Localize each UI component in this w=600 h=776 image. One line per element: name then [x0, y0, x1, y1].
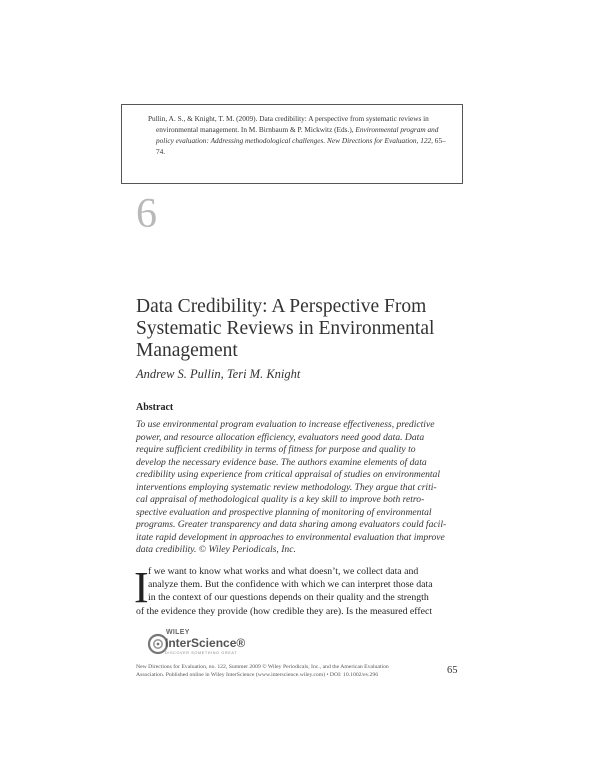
logo-tagline: DISCOVER SOMETHING GREAT [165, 651, 238, 655]
abstract-line: spective evaluation and prospective planning of monitoring of environmental [136, 506, 432, 518]
chapter-authors: Andrew S. Pullin, Teri M. Knight [136, 367, 301, 381]
citation-box [121, 104, 463, 184]
abstract-line: cal appraisal of methodological quality is a key skill to improve both retro- [136, 494, 425, 506]
chapter-title-line: Systematic Reviews in Environmental [136, 318, 435, 339]
chapter-title-line: Data Credibility: A Perspective From [136, 296, 427, 317]
logo-wiley-text: WILEY [166, 629, 190, 636]
body-line: f we want to know what works and what doesn’t, we collect data and [148, 566, 419, 577]
body-line: of the evidence they provide (how credible they are). Is the measured effect [136, 605, 433, 617]
logo-interscience-text: InterScience® [165, 636, 246, 650]
abstract-line: data credibility. © Wiley Periodicals, Inc. [136, 544, 296, 556]
abstract-line: To use environmental program evaluation to increase effectiveness, predictive [136, 419, 435, 430]
wiley-interscience-logo [147, 629, 257, 659]
page-footer [136, 663, 476, 679]
abstract-line: develop the necessary evidence base. The authors examine elements of data [136, 456, 427, 468]
body-dropcap: I [134, 563, 149, 612]
footer-line: Association. Published online in Wiley InterScience (www.interscience.wiley.com) • DOI: 10.1002/ev.296 [136, 672, 379, 678]
abstract-line: itate rapid development in approaches to environmental evaluation that improve [136, 531, 445, 543]
footer-line: New Directions for Evaluation, no. 122, Summer 2009 © Wiley Periodicals, Inc., and the American Evaluation [136, 664, 389, 670]
abstract-line: power, and resource allocation efficiency, evaluators need good data. Data [136, 431, 425, 443]
citation-pages: 65–74. [156, 136, 446, 156]
abstract-line: programs. Greater transparency and data sharing among evaluators could facil- [136, 519, 447, 531]
body-line: in the context of our questions depends on their quality and the strength [148, 592, 429, 604]
abstract-line: require sufficient credibility in terms of fitness for purpose and quality to [136, 444, 416, 456]
page-number: 65 [447, 665, 458, 676]
chapter-title-line: Management [136, 340, 238, 361]
abstract-line: credibility using experience from critical appraisal of studies on environmental [136, 469, 441, 481]
citation-authors: Pullin, A. S., & Knight, T. M. (2009). Data credibility: A perspective from systematic reviews in environmental management. In M. Birnbaum & P. Mickwitz (Eds.), [148, 114, 429, 134]
body-text [136, 565, 456, 618]
abstract-heading: Abstract [136, 402, 174, 413]
body-line: analyze them. But the confidence with which we can interpret those data [148, 579, 433, 591]
citation-text [148, 113, 450, 157]
chapter-number: 6 [136, 191, 157, 237]
abstract-line: interventions employing systematic review methodology. They argue that criti- [136, 481, 437, 493]
chapter-title [136, 296, 466, 362]
citation-book-title: Environmental program and policy evaluation: Addressing methodological challenges. New Directions for Evaluation, 122, [156, 125, 439, 145]
abstract-body [136, 419, 456, 557]
